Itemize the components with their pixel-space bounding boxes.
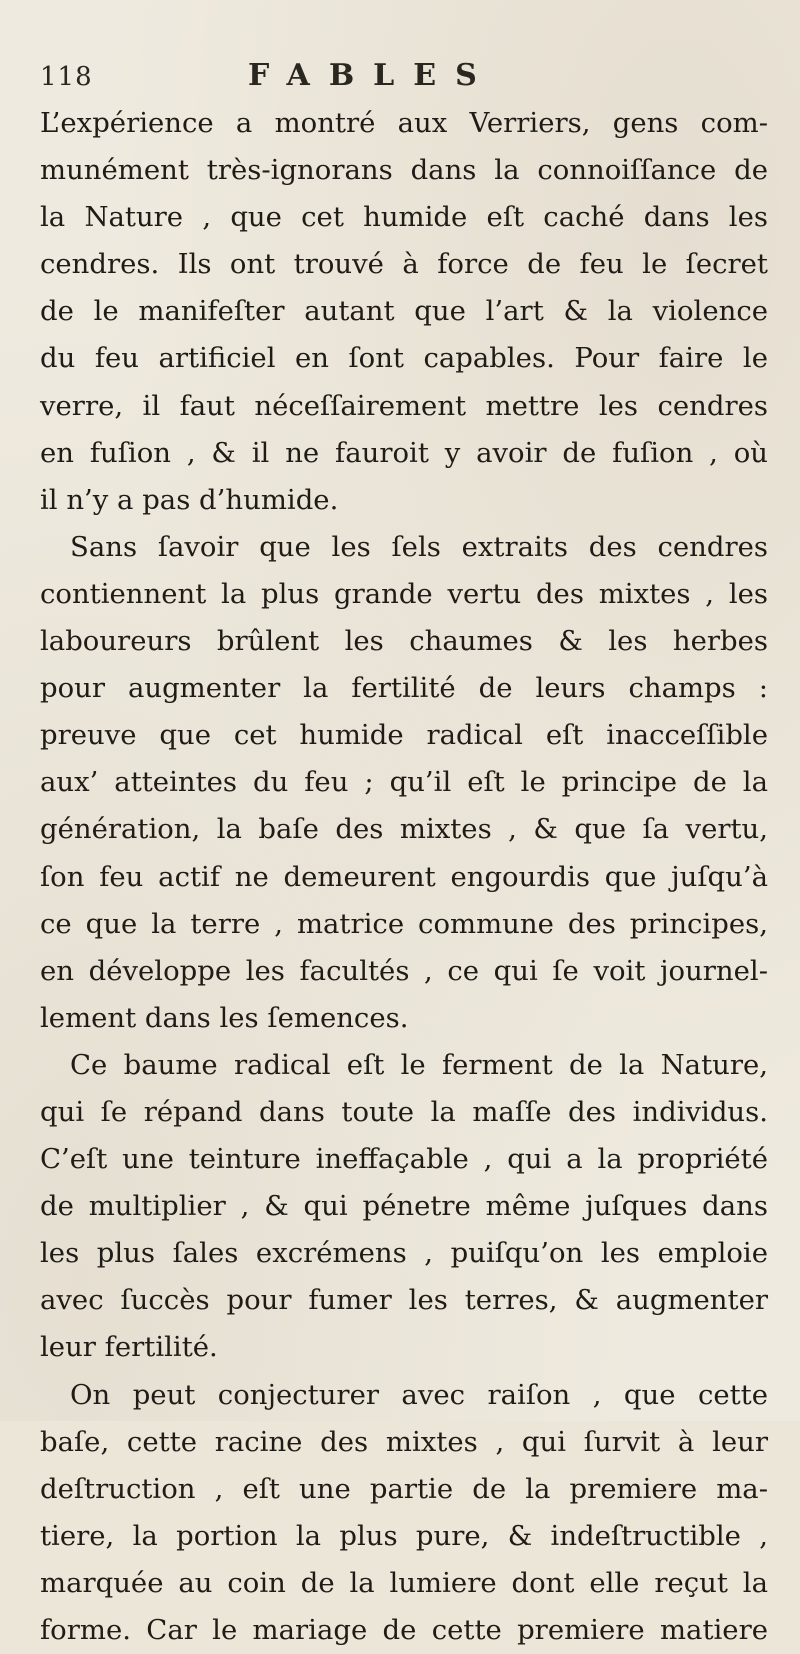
text-line: du feu artificiel en ſont capables. Pour faire le xyxy=(40,342,768,375)
text-line: ſon feu actif ne demeurent engourdis que juſqu’à xyxy=(40,860,768,893)
page-header xyxy=(40,58,760,98)
text-line: forme. Car le mariage de cette premiere matiere xyxy=(40,1614,768,1646)
text-line: les plus ſales excrémens , puiſqu’on les emploie xyxy=(40,1237,768,1270)
text-line: tiere, la portion la plus pure, & indeſtructible , xyxy=(40,1519,768,1552)
running-title: FABLES xyxy=(248,58,496,93)
text-line: cendres. Ils ont trouvé à force de feu le ſecret xyxy=(40,248,768,281)
text-line: avec ſuccès pour fumer les terres, & augmenter xyxy=(40,1284,768,1317)
text-line: en développe les facultés , ce qui ſe voit journel- xyxy=(40,954,768,987)
text-line: munément très-ignorans dans la connoiſſance de xyxy=(40,154,768,187)
text-line: verre, il faut néceſſairement mettre les cendres xyxy=(40,389,768,422)
text-line: L’expérience a montré aux Verriers, gens com- xyxy=(40,107,768,139)
text-line: deſtruction , eſt une partie de la premiere ma- xyxy=(40,1472,768,1505)
text-line: de multiplier , & qui pénetre même juſques dans xyxy=(40,1190,768,1223)
text-line: de le manifeſter autant que l’art & la violence xyxy=(40,295,768,328)
paragraph-1 xyxy=(40,100,768,524)
text-line: en fuſion , & il ne fauroit y avoir de fuſion , où xyxy=(40,436,768,469)
text-line: ce que la terre , matrice commune des principes, xyxy=(40,907,768,940)
text-line: qui ſe répand dans toute la maſſe des individus. xyxy=(40,1095,768,1128)
text-line: baſe, cette racine des mixtes , qui ſurvit à leur xyxy=(40,1425,768,1458)
text-line: marquée au coin de la lumiere dont elle reçut la xyxy=(40,1566,768,1599)
page-number: 118 xyxy=(40,62,93,92)
text-line: contiennent la plus grande vertu des mixtes , les xyxy=(40,577,768,610)
text-line: la Nature , que cet humide eſt caché dans les xyxy=(40,201,768,234)
text-line: Sans ſavoir que les ſels extraits des cendres xyxy=(70,530,768,563)
text-line: leur fertilité. xyxy=(40,1331,218,1364)
text-line: Ce baume radical eſt le ferment de la Nature, xyxy=(70,1048,768,1081)
text-line: génération, la baſe des mixtes , & que ſa vertu, xyxy=(40,813,768,846)
text-line: C’eſt une teinture ineffaçable , qui a la propriété xyxy=(40,1143,768,1176)
paragraph-4 xyxy=(40,1372,768,1654)
text-line: pour augmenter la fertilité de leurs champs : xyxy=(40,672,768,705)
text-line: aux’ atteintes du feu ; qu’il eſt le principe de la xyxy=(40,766,768,799)
text-line: laboureurs brûlent les chaumes & les herbes xyxy=(40,625,768,658)
text-line: lement dans les ſemences. xyxy=(40,1001,409,1034)
paragraph-2 xyxy=(40,524,768,1042)
text-line: il n’y a pas d’humide. xyxy=(40,483,339,516)
text-line: preuve que cet humide radical eſt inacceſſible xyxy=(40,719,768,752)
text-line: On peut conjecturer avec raiſon , que cette xyxy=(70,1378,768,1411)
paragraph-3 xyxy=(40,1042,768,1372)
